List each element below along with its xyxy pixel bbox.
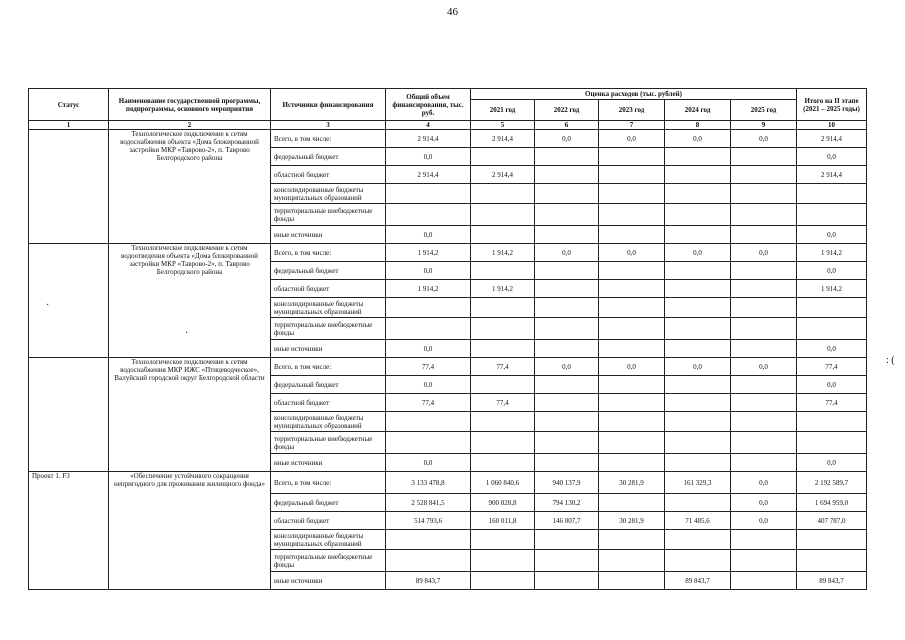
year-2024-cell [665,226,731,244]
year-2025-cell: 0,0 [731,494,797,512]
stage-total-cell: 1 914,2 [797,280,867,298]
year-2021-cell [471,550,535,572]
funding-source-cell: Всего, в том числе: [271,358,386,376]
column-number: 7 [599,121,665,130]
year-2022-cell [535,432,599,454]
funding-source-cell: территориальные внебюджетные фонды [271,318,386,340]
year-2022-cell [535,318,599,340]
year-2025-cell [731,148,797,166]
year-2025-cell [731,432,797,454]
year-2022-cell [535,412,599,432]
header-year: 2021 год [471,100,535,121]
stage-total-cell [797,204,867,226]
year-2021-cell [471,204,535,226]
year-2021-cell: 2 914,4 [471,130,535,148]
year-2023-cell [599,550,665,572]
year-2022-cell: 940 137,9 [535,472,599,494]
year-2022-cell [535,394,599,412]
year-2025-cell [731,166,797,184]
total-cell [386,184,471,204]
program-name-cell: Технологическое подключение к сетям водоотведения объекта «Дома блокированной застройки МКР «Таврово-2», п. Таврово Белгородского района [109,244,271,358]
year-2023-cell [599,148,665,166]
total-cell: 1 914,2 [386,244,471,262]
total-cell [386,318,471,340]
funding-source-cell: территориальные внебюджетные фонды [271,550,386,572]
year-2025-cell [731,454,797,472]
stage-total-cell: 1 694 959,0 [797,494,867,512]
total-cell [386,530,471,550]
total-cell: 514 793,6 [386,512,471,530]
year-2021-cell [471,262,535,280]
table-row [29,130,867,148]
funding-source-cell: Всего, в том числе: [271,244,386,262]
funding-source-cell: областной бюджет [271,280,386,298]
year-2024-cell [665,432,731,454]
header-year: 2022 год [535,100,599,121]
scan-mark: : ( [886,355,895,366]
year-2022-cell: 794 130,2 [535,494,599,512]
year-2022-cell [535,550,599,572]
year-2025-cell [731,340,797,358]
stage-total-cell: 0,0 [797,226,867,244]
total-cell: 77,4 [386,394,471,412]
year-2024-cell [665,184,731,204]
status-cell [29,130,109,244]
stage-total-cell [797,530,867,550]
total-cell: 2 914,4 [386,130,471,148]
year-2022-cell: 0,0 [535,130,599,148]
column-number: 4 [386,121,471,130]
header-name: Наименование государственной программы, подпрограммы, основного мероприятия [109,89,271,121]
stage-total-cell [797,184,867,204]
budget-table [28,88,867,590]
year-2023-cell: 0,0 [599,244,665,262]
header-total-volume: Общий объем финансирования, тыс. руб. [386,89,471,121]
year-2024-cell [665,298,731,318]
column-number: 9 [731,121,797,130]
funding-source-cell: иные источники [271,572,386,590]
funding-source-cell: областной бюджет [271,394,386,412]
year-2024-cell [665,318,731,340]
column-number: 5 [471,121,535,130]
header-stage-total: Итого на II этапе (2021 – 2025 годы) [797,89,867,121]
year-2025-cell: 0,0 [731,512,797,530]
year-2022-cell [535,204,599,226]
total-cell: 0,0 [386,262,471,280]
total-cell: 0,0 [386,148,471,166]
total-cell: 2 914,4 [386,166,471,184]
year-2025-cell: 0,0 [731,130,797,148]
year-2023-cell: 30 281,9 [599,512,665,530]
year-2021-cell [471,226,535,244]
header-estimate: Оценка расходов (тыс. рублей) [471,89,797,100]
funding-source-cell: Всего, в том числе: [271,130,386,148]
year-2024-cell [665,454,731,472]
stage-total-cell: 1 914,2 [797,244,867,262]
year-2023-cell: 0,0 [599,358,665,376]
funding-source-cell: областной бюджет [271,166,386,184]
year-2023-cell [599,530,665,550]
year-2022-cell [535,166,599,184]
year-2023-cell [599,280,665,298]
year-2024-cell [665,394,731,412]
column-numbers-row [29,121,867,130]
year-2025-cell [731,376,797,394]
year-2022-cell [535,280,599,298]
scan-dot: · [185,328,189,339]
header-source: Источники финансирования [271,89,386,121]
table-body [29,130,867,590]
year-2021-cell [471,412,535,432]
year-2023-cell [599,226,665,244]
column-number: 8 [665,121,731,130]
page-number: 46 [447,6,458,18]
year-2021-cell: 1 060 840,6 [471,472,535,494]
year-2021-cell [471,572,535,590]
stage-total-cell: 2 914,4 [797,130,867,148]
year-2025-cell: 0,0 [731,358,797,376]
table-row [29,472,867,494]
year-2021-cell: 2 914,4 [471,166,535,184]
column-number: 6 [535,121,599,130]
stage-total-cell: 0,0 [797,454,867,472]
year-2021-cell [471,318,535,340]
total-cell: 2 528 841,5 [386,494,471,512]
year-2023-cell [599,376,665,394]
year-2023-cell [599,298,665,318]
year-2021-cell: 77,4 [471,358,535,376]
stage-total-cell: 2 914,4 [797,166,867,184]
year-2024-cell [665,204,731,226]
program-name-cell: Технологическое подключение к сетям водоснабжения объекта «Дома блокированной застройки МКР «Таврово-2», п. Таврово Белгородского района [109,130,271,244]
year-2025-cell [731,318,797,340]
year-2021-cell [471,454,535,472]
year-2021-cell: 77,4 [471,394,535,412]
year-2024-cell [665,148,731,166]
stage-total-cell [797,432,867,454]
year-2025-cell [731,394,797,412]
year-2023-cell [599,204,665,226]
year-2025-cell [731,204,797,226]
year-2022-cell [535,226,599,244]
column-number: 10 [797,121,867,130]
year-2023-cell [599,432,665,454]
total-cell: 1 914,2 [386,280,471,298]
table-row [29,358,867,376]
stage-total-cell: 2 192 589,7 [797,472,867,494]
stage-total-cell [797,298,867,318]
header-year: 2024 год [665,100,731,121]
year-2025-cell [731,184,797,204]
year-2021-cell [471,432,535,454]
year-2022-cell [535,572,599,590]
year-2024-cell: 89 843,7 [665,572,731,590]
funding-source-cell: территориальные внебюджетные фонды [271,204,386,226]
year-2025-cell [731,572,797,590]
year-2021-cell: 160 011,8 [471,512,535,530]
total-cell: 0,0 [386,376,471,394]
table-header [29,89,867,130]
year-2021-cell: 1 914,2 [471,280,535,298]
year-2023-cell [599,454,665,472]
stage-total-cell: 0,0 [797,148,867,166]
year-2024-cell: 0,0 [665,130,731,148]
header-status: Статус [29,89,109,121]
year-2023-cell [599,318,665,340]
year-2025-cell [731,530,797,550]
year-2025-cell [731,280,797,298]
year-2024-cell [665,340,731,358]
stage-total-cell: 407 787,0 [797,512,867,530]
year-2022-cell [535,340,599,358]
year-2023-cell [599,394,665,412]
stage-total-cell: 89 843,7 [797,572,867,590]
year-2022-cell [535,262,599,280]
total-cell [386,550,471,572]
year-2024-cell [665,494,731,512]
year-2024-cell [665,280,731,298]
year-2023-cell [599,166,665,184]
status-cell [29,244,109,358]
funding-source-cell: консолидированные бюджеты муниципальных образований [271,184,386,204]
year-2021-cell: 1 914,2 [471,244,535,262]
funding-source-cell: федеральный бюджет [271,148,386,166]
year-2024-cell [665,550,731,572]
total-cell: 3 133 478,8 [386,472,471,494]
year-2021-cell [471,376,535,394]
year-2025-cell [731,550,797,572]
funding-source-cell: иные источники [271,454,386,472]
year-2023-cell [599,262,665,280]
total-cell [386,298,471,318]
year-2021-cell [471,530,535,550]
program-name-cell: Технологическое подключение к сетям водоснабжения МКР ИЖС «Птицеводческое», Валуйский городской округ Белгородской области [109,358,271,472]
year-2021-cell [471,184,535,204]
stage-total-cell: 77,4 [797,358,867,376]
year-2024-cell: 0,0 [665,358,731,376]
program-name-cell: «Обеспечение устойчивого сокращения непригодного для проживания жилищного фонда» [109,472,271,590]
funding-source-cell: федеральный бюджет [271,262,386,280]
stage-total-cell: 77,4 [797,394,867,412]
total-cell [386,432,471,454]
stage-total-cell [797,412,867,432]
funding-source-cell: консолидированные бюджеты муниципальных образований [271,530,386,550]
total-cell: 0,0 [386,226,471,244]
funding-source-cell: консолидированные бюджеты муниципальных образований [271,298,386,318]
year-2024-cell: 161 329,3 [665,472,731,494]
total-cell: 0,0 [386,454,471,472]
total-cell: 77,4 [386,358,471,376]
status-cell [29,358,109,472]
year-2025-cell: 0,0 [731,472,797,494]
year-2023-cell [599,572,665,590]
year-2022-cell [535,184,599,204]
funding-source-cell: Всего, в том числе: [271,472,386,494]
year-2024-cell [665,166,731,184]
column-number: 2 [109,121,271,130]
year-2023-cell [599,184,665,204]
total-cell: 89 843,7 [386,572,471,590]
year-2024-cell: 71 485,6 [665,512,731,530]
scan-dot: · [46,300,50,311]
year-2022-cell [535,376,599,394]
year-2023-cell [599,412,665,432]
year-2025-cell [731,262,797,280]
column-number: 1 [29,121,109,130]
year-2022-cell: 146 007,7 [535,512,599,530]
year-2025-cell [731,226,797,244]
funding-source-cell: федеральный бюджет [271,494,386,512]
year-2025-cell [731,412,797,432]
total-cell [386,412,471,432]
header-year: 2023 год [599,100,665,121]
year-2024-cell [665,262,731,280]
year-2024-cell [665,412,731,432]
column-number: 3 [271,121,386,130]
funding-source-cell: иные источники [271,340,386,358]
stage-total-cell: 0,0 [797,340,867,358]
year-2021-cell [471,340,535,358]
funding-source-cell: консолидированные бюджеты муниципальных образований [271,412,386,432]
year-2021-cell [471,148,535,166]
total-cell: 0,0 [386,340,471,358]
year-2022-cell [535,530,599,550]
stage-total-cell: 0,0 [797,376,867,394]
stage-total-cell [797,318,867,340]
year-2021-cell: 900 828,8 [471,494,535,512]
stage-total-cell [797,550,867,572]
total-cell [386,204,471,226]
year-2023-cell: 30 281,9 [599,472,665,494]
funding-source-cell: областной бюджет [271,512,386,530]
table-row [29,244,867,262]
funding-source-cell: федеральный бюджет [271,376,386,394]
year-2024-cell: 0,0 [665,244,731,262]
year-2022-cell [535,148,599,166]
year-2022-cell [535,298,599,318]
header-year: 2025 год [731,100,797,121]
funding-source-cell: территориальные внебюджетные фонды [271,432,386,454]
year-2024-cell [665,530,731,550]
year-2021-cell [471,298,535,318]
year-2023-cell: 0,0 [599,130,665,148]
year-2024-cell [665,376,731,394]
stage-total-cell: 0,0 [797,262,867,280]
funding-source-cell: иные источники [271,226,386,244]
year-2025-cell: 0,0 [731,244,797,262]
year-2023-cell [599,494,665,512]
status-cell: Проект 1. F3 [29,472,109,590]
year-2022-cell: 0,0 [535,244,599,262]
year-2022-cell: 0,0 [535,358,599,376]
year-2023-cell [599,340,665,358]
year-2022-cell [535,454,599,472]
year-2025-cell [731,298,797,318]
